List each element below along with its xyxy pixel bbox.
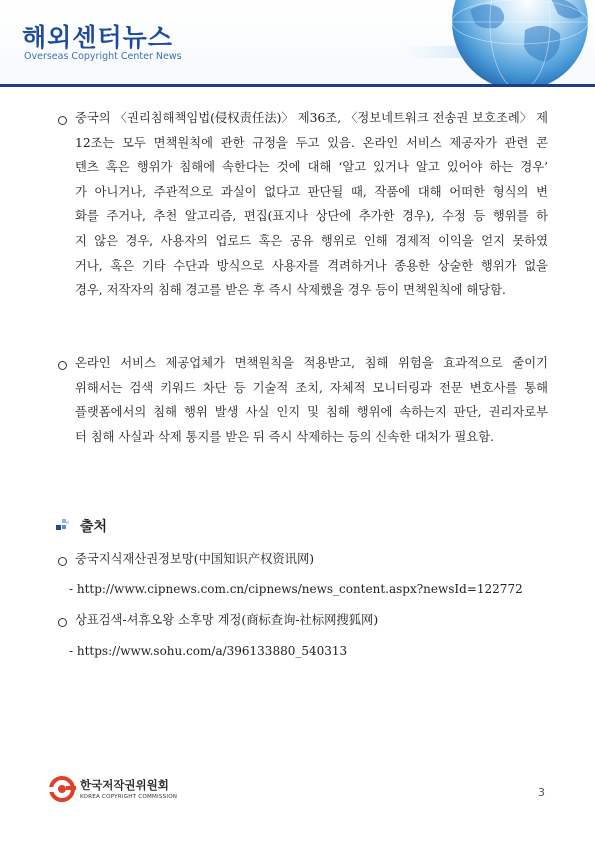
bullet-icon: [58, 618, 67, 627]
paragraph-line: 위해서는 검색 키워드 차단 등 기술적 조치, 자체적 모니터링과 전문 변호사를 통해: [75, 380, 548, 395]
body-paragraph-1: [75, 106, 548, 303]
footer-org-name-en: KOREA COPYRIGHT COMMISSION: [80, 794, 178, 800]
page-header: [0, 0, 595, 84]
paragraph-line: 플랫폼에서의 침해 행위 발생 사실 인지 및 침해 행위에 속하는지 판단, 권리자로부: [75, 405, 548, 420]
paragraph-line: 거나, 혹은 기타 수단과 방식으로 사용자를 격려하거나 종용한 상술한 행위가 없을: [75, 258, 548, 273]
body-paragraph-2: [75, 351, 548, 449]
header-divider: [0, 84, 595, 87]
paragraph-line: 가 아니거나, 주관적으로 과실이 없다고 판단될 때, 작품에 대해 어떠한 형식의 변: [75, 184, 548, 199]
paragraph-line: 경우, 저작자의 침해 경고를 받은 후 즉시 삭제했을 경우 등이 면책원칙에 해당함.: [75, 283, 506, 298]
source-url-2[interactable]: - https://www.sohu.com/a/396133880_540313: [69, 644, 348, 658]
sources-title: 출처: [80, 519, 108, 535]
paragraph-line: 터 침해 사실과 삭제 통지를 받은 뒤 즉시 삭제하는 등의 신속한 대처가 필요함.: [75, 429, 495, 444]
paragraph-line: 텐츠 혹은 행위가 침해에 속한다는 것에 대해 ‘알고 있거나 알고 있어야 하는 경우’: [75, 160, 548, 175]
bullet-icon: [58, 116, 67, 125]
paragraph-line: 12조는 모두 면책원칙에 관한 규정을 두고 있음. 온라인 서비스 제공자가 관련 콘: [75, 135, 548, 150]
bullet-icon: [58, 557, 67, 566]
page-number: 3: [538, 786, 545, 799]
squares-icon: [56, 519, 70, 533]
globe-icon: [400, 0, 595, 84]
paragraph-line: 온라인 서비스 제공업체가 면책원칙을 적용받고, 침해 위험을 효과적으로 줄이기: [75, 356, 548, 370]
footer-org-name: 한국저작권위원회: [80, 778, 169, 792]
bullet-icon: [58, 361, 67, 370]
paragraph-line: 화를 주거나, 추천 알고리즘, 편집(표지나 상단에 추가한 경우), 수정 등 행위를 하: [75, 209, 548, 224]
source-name-2: 상표검색-셔휴오왕 소후망 계정(商标查询-社标网搜狐网): [75, 613, 379, 627]
paragraph-line: 중국의 〈권리침해책임법(侵权责任法)〉 제36조, 〈정보네트워크 전송권 보호조례〉 제: [75, 111, 548, 125]
source-name-1: 중국지식재산권정보망(中国知识产权资讯网): [75, 552, 315, 566]
source-url-1[interactable]: - http://www.cipnews.com.cn/cipnews/news_content.aspx?newsId=122772: [69, 582, 523, 596]
paragraph-line: 지 않은 경우, 사용자의 업로드 혹은 공유 행위로 인해 경제적 이익을 얻지 못하였: [75, 233, 548, 248]
header-title: 해외센터뉴스: [22, 23, 173, 52]
header-subtitle: Overseas Copyright Center News: [24, 51, 182, 62]
commission-logo-icon: [48, 775, 76, 803]
